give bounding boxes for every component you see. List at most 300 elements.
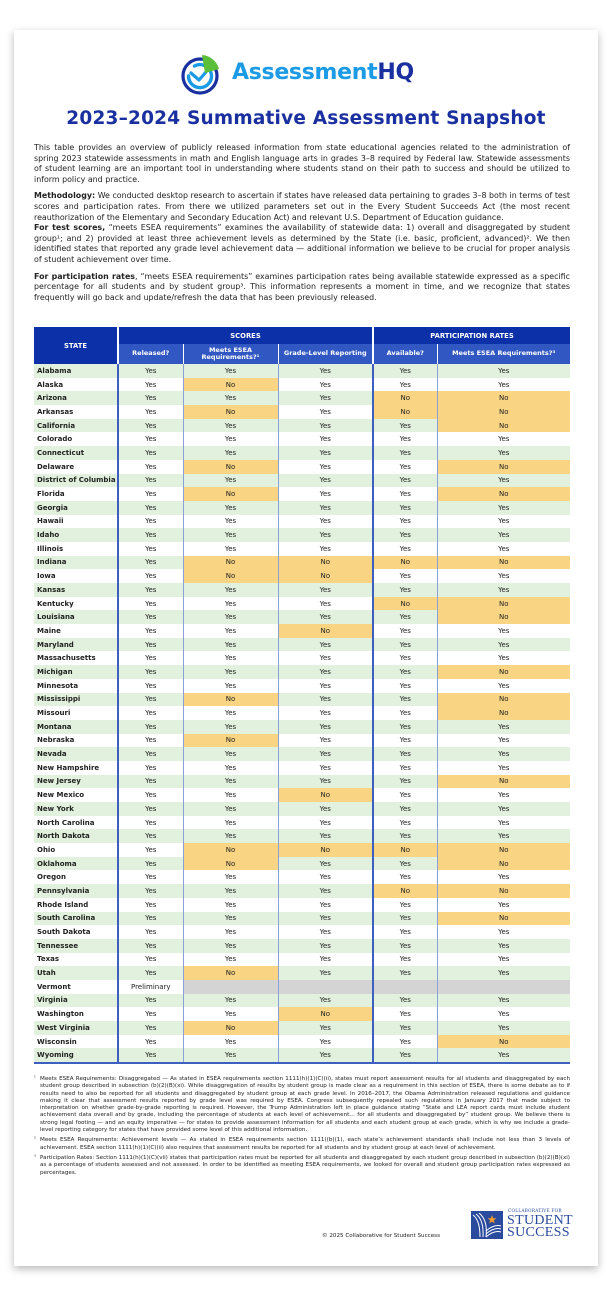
grade-level-cell: Yes: [278, 912, 373, 926]
table-row: [34, 542, 570, 556]
meets-esea-scores-cell: No: [183, 556, 278, 570]
brand-name-part2: HQ: [377, 60, 414, 85]
state-cell: Michigan: [34, 665, 118, 679]
meets-esea-participation-cell: Yes: [437, 446, 570, 460]
available-cell: Yes: [373, 378, 437, 392]
meets-esea-scores-cell: Yes: [183, 624, 278, 638]
test-scores-text: “meets ESEA requirements” examines the availability of statewide data: 1) overall and disaggregated by student group¹; and 2) provided at least three achievement levels as determined by the State (i.e. basic, proficient, advanced)². We then identified states that reported any grade level achievement data — additional information we believe to be crucial for proper analysis of student achievement over time.: [34, 223, 571, 264]
meets-esea-participation-cell: Yes: [437, 515, 570, 529]
meets-esea-scores-cell: Yes: [183, 597, 278, 611]
available-cell: Yes: [373, 720, 437, 734]
meets-esea-scores-cell: Yes: [183, 528, 278, 542]
state-cell: Nebraska: [34, 734, 118, 748]
released-cell: Yes: [118, 1007, 183, 1021]
table-row: [34, 1048, 570, 1063]
meets-esea-scores-cell: Yes: [183, 898, 278, 912]
grade-level-cell: Yes: [278, 419, 373, 433]
state-cell: Colorado: [34, 432, 118, 446]
table-row: [34, 419, 570, 433]
meets-esea-participation-cell: No: [437, 693, 570, 707]
partner-logo-line3: SUCCESS: [507, 1225, 570, 1240]
available-cell: Yes: [373, 487, 437, 501]
brand-name: [232, 60, 414, 85]
table-row: [34, 966, 570, 980]
meets-esea-participation-cell: No: [437, 775, 570, 789]
table-row: [34, 980, 570, 994]
grade-level-cell: Yes: [278, 679, 373, 693]
available-cell: No: [373, 391, 437, 405]
meets-esea-scores-cell: Yes: [183, 391, 278, 405]
released-cell: Yes: [118, 501, 183, 515]
meets-esea-participation-cell: No: [437, 706, 570, 720]
available-cell: Yes: [373, 829, 437, 843]
meets-esea-participation-cell: Yes: [437, 925, 570, 939]
grade-level-cell: No: [278, 556, 373, 570]
meets-esea-scores-cell: Yes: [183, 542, 278, 556]
table-row: [34, 816, 570, 830]
released-cell: Yes: [118, 693, 183, 707]
footnote-1: [34, 1076, 570, 1134]
grade-level-cell: Yes: [278, 884, 373, 898]
released-cell: Yes: [118, 378, 183, 392]
meets-esea-participation-cell: Yes: [437, 364, 570, 378]
page-title: 2023–2024 Summative Assessment Snapshot: [66, 108, 546, 129]
table-row: [34, 843, 570, 857]
meets-esea-participation-cell: No: [437, 884, 570, 898]
state-cell: Utah: [34, 966, 118, 980]
grade-level-cell: Yes: [278, 487, 373, 501]
meets-esea-scores-cell: No: [183, 843, 278, 857]
available-cell: Yes: [373, 816, 437, 830]
grade-level-cell: Yes: [278, 706, 373, 720]
book-star-icon: [470, 1210, 504, 1240]
table-row: [34, 378, 570, 392]
meets-esea-scores-cell: No: [183, 966, 278, 980]
released-cell: Yes: [118, 816, 183, 830]
released-cell: Yes: [118, 857, 183, 871]
meets-esea-scores-cell: Yes: [183, 870, 278, 884]
meets-esea-participation-cell: No: [437, 556, 570, 570]
grade-level-cell: Yes: [278, 501, 373, 515]
state-cell: Virginia: [34, 994, 118, 1008]
table-row: [34, 665, 570, 679]
meets-esea-participation-cell: No: [437, 597, 570, 611]
meets-esea-scores-cell: Yes: [183, 610, 278, 624]
footnote-3: [34, 1155, 570, 1177]
grade-level-cell: Yes: [278, 829, 373, 843]
state-cell: Minnesota: [34, 679, 118, 693]
meets-esea-participation-cell: [437, 980, 570, 994]
released-cell: Yes: [118, 953, 183, 967]
available-cell: Yes: [373, 912, 437, 926]
meets-esea-participation-cell: Yes: [437, 816, 570, 830]
meets-esea-scores-cell: Yes: [183, 583, 278, 597]
table-row: [34, 651, 570, 665]
available-cell: Yes: [373, 583, 437, 597]
table-row: [34, 515, 570, 529]
state-cell: Idaho: [34, 528, 118, 542]
table-row: [34, 939, 570, 953]
table-row: [34, 487, 570, 501]
state-cell: Indiana: [34, 556, 118, 570]
grade-level-cell: Yes: [278, 816, 373, 830]
state-cell: Texas: [34, 953, 118, 967]
grade-level-cell: Yes: [278, 515, 373, 529]
table-row: [34, 788, 570, 802]
participation-label: For participation rates: [34, 271, 135, 281]
meets-esea-scores-cell: No: [183, 378, 278, 392]
copyright: © 2025 Collaborative for Student Success: [322, 1233, 441, 1239]
collaborative-for-student-success-logo: [470, 1209, 580, 1241]
footnote-mark: ¹: [34, 1076, 36, 1081]
released-cell: Yes: [118, 747, 183, 761]
meets-esea-participation-cell: Yes: [437, 638, 570, 652]
table-row: [34, 706, 570, 720]
state-cell: New Hampshire: [34, 761, 118, 775]
meets-esea-participation-cell: Yes: [437, 542, 570, 556]
partner-logo-line1: COLLABORATIVE FOR: [508, 1209, 562, 1214]
grade-level-cell: No: [278, 1007, 373, 1021]
table-row: [34, 898, 570, 912]
state-cell: Iowa: [34, 569, 118, 583]
methodology-text: We conducted desktop research to ascertain if states have released data pertaining to grades 3–8 both in terms of test scores and participation rates. From there we utilized parameters set out in the Every Student Succeeds Act (the most recent reauthorization of the Elementary and Secondary Education Act) and relevant U.S. Department of Education guidance.: [34, 191, 570, 222]
table-row: [34, 364, 570, 378]
available-cell: Yes: [373, 460, 437, 474]
state-cell: North Carolina: [34, 816, 118, 830]
state-cell: Arkansas: [34, 405, 118, 419]
released-cell: Yes: [118, 1048, 183, 1063]
footnote-text: Meets ESEA Requirements: Achievement levels — As stated in ESEA requirements section 1111((b)(1), each state’s achievement standards shall include not less than 3 levels of achievement. ESEA section 1111(h)(1)(C)(ii) also requires that assessment results be reported for all students and by student group at each level of achievement.: [40, 1137, 570, 1151]
available-cell: No: [373, 884, 437, 898]
meets-esea-participation-cell: No: [437, 912, 570, 926]
grade-level-cell: Yes: [278, 446, 373, 460]
state-cell: California: [34, 419, 118, 433]
available-cell: Yes: [373, 898, 437, 912]
released-cell: Yes: [118, 460, 183, 474]
meets-esea-scores-cell: No: [183, 857, 278, 871]
state-cell: West Virginia: [34, 1021, 118, 1035]
state-cell: Massachusetts: [34, 651, 118, 665]
meets-esea-participation-cell: Yes: [437, 870, 570, 884]
meets-esea-participation-cell: No: [437, 610, 570, 624]
meets-esea-participation-cell: Yes: [437, 761, 570, 775]
grade-level-cell: Yes: [278, 802, 373, 816]
state-cell: Rhode Island: [34, 898, 118, 912]
meets-esea-scores-cell: Yes: [183, 665, 278, 679]
released-cell: Yes: [118, 966, 183, 980]
scores-group-header: SCORES: [118, 327, 373, 344]
meets-esea-participation-cell: Yes: [437, 679, 570, 693]
available-cell: Yes: [373, 953, 437, 967]
table-row: [34, 912, 570, 926]
grade-level-cell: Yes: [278, 1048, 373, 1063]
released-cell: Yes: [118, 1035, 183, 1049]
released-cell: Yes: [118, 569, 183, 583]
meets-esea-participation-cell: Yes: [437, 788, 570, 802]
released-cell: Yes: [118, 515, 183, 529]
available-cell: Yes: [373, 542, 437, 556]
released-cell: Yes: [118, 583, 183, 597]
grade-level-cell: Yes: [278, 734, 373, 748]
meets-esea-participation-cell: Yes: [437, 802, 570, 816]
table-row: [34, 556, 570, 570]
grade-level-cell: Yes: [278, 953, 373, 967]
available-column-header: Available?: [373, 344, 437, 364]
participation-group-header: PARTICIPATION RATES: [373, 327, 570, 344]
released-cell: Yes: [118, 419, 183, 433]
meets-esea-participation-cell: Yes: [437, 501, 570, 515]
table-row: [34, 432, 570, 446]
meets-esea-scores-cell: Yes: [183, 994, 278, 1008]
meets-esea-participation-cell: No: [437, 843, 570, 857]
meets-esea-participation-cell: Yes: [437, 994, 570, 1008]
meets-esea-scores-cell: Yes: [183, 829, 278, 843]
grade-level-column-header: Grade-Level Reporting: [278, 344, 373, 364]
intro-text: [34, 143, 570, 309]
grade-level-cell: Yes: [278, 528, 373, 542]
partner-logo-line2: STUDENT: [507, 1213, 573, 1228]
released-cell: Yes: [118, 610, 183, 624]
meets-esea-scores-cell: Yes: [183, 515, 278, 529]
available-cell: Yes: [373, 474, 437, 488]
state-cell: New York: [34, 802, 118, 816]
snapshot-table: [34, 327, 570, 1064]
state-cell: Florida: [34, 487, 118, 501]
meets-esea-participation-cell: Yes: [437, 583, 570, 597]
grade-level-cell: Yes: [278, 1021, 373, 1035]
table-row: [34, 583, 570, 597]
meets-esea-scores-cell: Yes: [183, 1007, 278, 1021]
meets-esea-participation-cell: No: [437, 405, 570, 419]
grade-level-cell: Yes: [278, 364, 373, 378]
meets-esea-participation-cell: No: [437, 487, 570, 501]
meets-esea-participation-cell: Yes: [437, 720, 570, 734]
grade-level-cell: Yes: [278, 1035, 373, 1049]
grade-level-cell: No: [278, 569, 373, 583]
meets-esea-participation-cell: No: [437, 857, 570, 871]
meets-esea-participation-cell: Yes: [437, 898, 570, 912]
meets-esea-participation-column-header: Meets ESEA Requirements?³: [437, 344, 570, 364]
meets-esea-scores-cell: Yes: [183, 912, 278, 926]
meets-esea-scores-cell: No: [183, 460, 278, 474]
table-row: [34, 610, 570, 624]
meets-esea-participation-cell: Yes: [437, 747, 570, 761]
grade-level-cell: Yes: [278, 432, 373, 446]
available-cell: Yes: [373, 870, 437, 884]
table-row: [34, 391, 570, 405]
meets-esea-participation-cell: No: [437, 1035, 570, 1049]
released-cell: Yes: [118, 802, 183, 816]
table-row: [34, 747, 570, 761]
meets-esea-scores-cell: Yes: [183, 501, 278, 515]
meets-esea-participation-cell: Yes: [437, 966, 570, 980]
meets-esea-scores-cell: Yes: [183, 432, 278, 446]
available-cell: [373, 980, 437, 994]
meets-esea-scores-cell: Yes: [183, 364, 278, 378]
grade-level-cell: [278, 980, 373, 994]
grade-level-cell: Yes: [278, 693, 373, 707]
available-cell: Yes: [373, 747, 437, 761]
grade-level-cell: Yes: [278, 474, 373, 488]
meets-esea-scores-cell: Yes: [183, 802, 278, 816]
state-cell: Pennsylvania: [34, 884, 118, 898]
released-cell: Yes: [118, 638, 183, 652]
available-cell: Yes: [373, 501, 437, 515]
released-cell: Yes: [118, 994, 183, 1008]
grade-level-cell: Yes: [278, 898, 373, 912]
released-cell: Yes: [118, 761, 183, 775]
methodology-paragraph: [34, 191, 570, 223]
meets-esea-scores-cell: Yes: [183, 884, 278, 898]
state-cell: Oklahoma: [34, 857, 118, 871]
meets-esea-scores-cell: Yes: [183, 720, 278, 734]
grade-level-cell: Yes: [278, 761, 373, 775]
released-cell: Yes: [118, 624, 183, 638]
meets-esea-participation-cell: Yes: [437, 953, 570, 967]
available-cell: No: [373, 405, 437, 419]
available-cell: Yes: [373, 419, 437, 433]
grade-level-cell: Yes: [278, 610, 373, 624]
table-row: [34, 857, 570, 871]
meets-esea-participation-cell: Yes: [437, 829, 570, 843]
available-cell: Yes: [373, 734, 437, 748]
grade-level-cell: Yes: [278, 638, 373, 652]
meets-esea-participation-cell: Yes: [437, 378, 570, 392]
state-cell: South Dakota: [34, 925, 118, 939]
table-row: [34, 734, 570, 748]
table-row: [34, 474, 570, 488]
released-cell: Yes: [118, 829, 183, 843]
table-row: [34, 624, 570, 638]
released-cell: Yes: [118, 651, 183, 665]
state-cell: District of Columbia: [34, 474, 118, 488]
available-cell: Yes: [373, 515, 437, 529]
available-cell: Yes: [373, 775, 437, 789]
meets-esea-scores-cell: Yes: [183, 953, 278, 967]
available-cell: Yes: [373, 665, 437, 679]
grade-level-cell: Yes: [278, 651, 373, 665]
intro-paragraph: This table provides an overview of publicly released information from state educational agencies related to the administration of spring 2023 statewide assessments in math and English language arts in grades 3–8 required by Federal law. Statewide assessments of student learning are an important tool in understanding where students stand on their path to success and should be utilized to inform policy and practice.: [34, 143, 570, 184]
meets-esea-participation-cell: No: [437, 460, 570, 474]
test-scores-label: For test scores,: [34, 223, 106, 233]
table-row: [34, 460, 570, 474]
state-cell: Maryland: [34, 638, 118, 652]
footnote-mark: ³: [34, 1154, 36, 1160]
available-cell: Yes: [373, 693, 437, 707]
available-cell: Yes: [373, 761, 437, 775]
state-cell: Maine: [34, 624, 118, 638]
state-column-header: STATE: [34, 327, 118, 364]
released-cell: Yes: [118, 528, 183, 542]
test-scores-paragraph: [34, 223, 570, 265]
grade-level-cell: Yes: [278, 378, 373, 392]
table-row: [34, 597, 570, 611]
released-cell: Yes: [118, 925, 183, 939]
meets-esea-scores-cell: Yes: [183, 939, 278, 953]
available-cell: Yes: [373, 528, 437, 542]
table-row: [34, 693, 570, 707]
state-cell: Ohio: [34, 843, 118, 857]
meets-esea-scores-column-header: Meets ESEA Requirements?¹: [183, 344, 278, 364]
grade-level-cell: Yes: [278, 597, 373, 611]
released-cell: Yes: [118, 884, 183, 898]
grade-level-cell: Yes: [278, 870, 373, 884]
grade-level-cell: Yes: [278, 405, 373, 419]
participation-paragraph: [34, 272, 570, 304]
available-cell: Yes: [373, 364, 437, 378]
table-row: [34, 761, 570, 775]
state-cell: Georgia: [34, 501, 118, 515]
available-cell: Yes: [373, 966, 437, 980]
table-row: [34, 528, 570, 542]
state-cell: North Dakota: [34, 829, 118, 843]
available-cell: Yes: [373, 706, 437, 720]
table-row: [34, 446, 570, 460]
table-row: [34, 884, 570, 898]
released-cell: Yes: [118, 665, 183, 679]
table-row: [34, 994, 570, 1008]
state-cell: Wyoming: [34, 1048, 118, 1063]
grade-level-cell: Yes: [278, 583, 373, 597]
meets-esea-scores-cell: Yes: [183, 747, 278, 761]
brand-name-part1: Assessment: [232, 60, 378, 85]
released-cell: Yes: [118, 898, 183, 912]
meets-esea-participation-cell: Yes: [437, 1007, 570, 1021]
meets-esea-scores-cell: Yes: [183, 761, 278, 775]
table-row: [34, 569, 570, 583]
available-cell: Yes: [373, 802, 437, 816]
grade-level-cell: Yes: [278, 775, 373, 789]
released-cell: Yes: [118, 734, 183, 748]
state-cell: Montana: [34, 720, 118, 734]
available-cell: Yes: [373, 1035, 437, 1049]
grade-level-cell: Yes: [278, 857, 373, 871]
available-cell: No: [373, 556, 437, 570]
meets-esea-scores-cell: Yes: [183, 788, 278, 802]
state-cell: New Jersey: [34, 775, 118, 789]
meets-esea-participation-cell: Yes: [437, 939, 570, 953]
released-cell: Yes: [118, 912, 183, 926]
state-cell: Missouri: [34, 706, 118, 720]
footnotes: [34, 1076, 570, 1180]
meets-esea-participation-cell: Yes: [437, 1048, 570, 1063]
available-cell: Yes: [373, 939, 437, 953]
meets-esea-participation-cell: Yes: [437, 651, 570, 665]
state-cell: Connecticut: [34, 446, 118, 460]
meets-esea-scores-cell: No: [183, 1021, 278, 1035]
grade-level-cell: No: [278, 624, 373, 638]
released-cell: Yes: [118, 870, 183, 884]
meets-esea-participation-cell: No: [437, 391, 570, 405]
released-cell: Yes: [118, 474, 183, 488]
meets-esea-scores-cell: Yes: [183, 446, 278, 460]
available-cell: Yes: [373, 1048, 437, 1063]
grade-level-cell: Yes: [278, 925, 373, 939]
snapshot-table-body: [34, 364, 570, 1063]
table-row: [34, 775, 570, 789]
released-cell: Yes: [118, 597, 183, 611]
assessmenthq-logo-icon: [180, 52, 226, 96]
state-cell: Tennessee: [34, 939, 118, 953]
meets-esea-scores-cell: Yes: [183, 925, 278, 939]
released-cell: Yes: [118, 432, 183, 446]
meets-esea-scores-cell: Yes: [183, 775, 278, 789]
meets-esea-scores-cell: No: [183, 569, 278, 583]
grade-level-cell: Yes: [278, 391, 373, 405]
table-row: [34, 802, 570, 816]
meets-esea-participation-cell: Yes: [437, 528, 570, 542]
available-cell: Yes: [373, 446, 437, 460]
